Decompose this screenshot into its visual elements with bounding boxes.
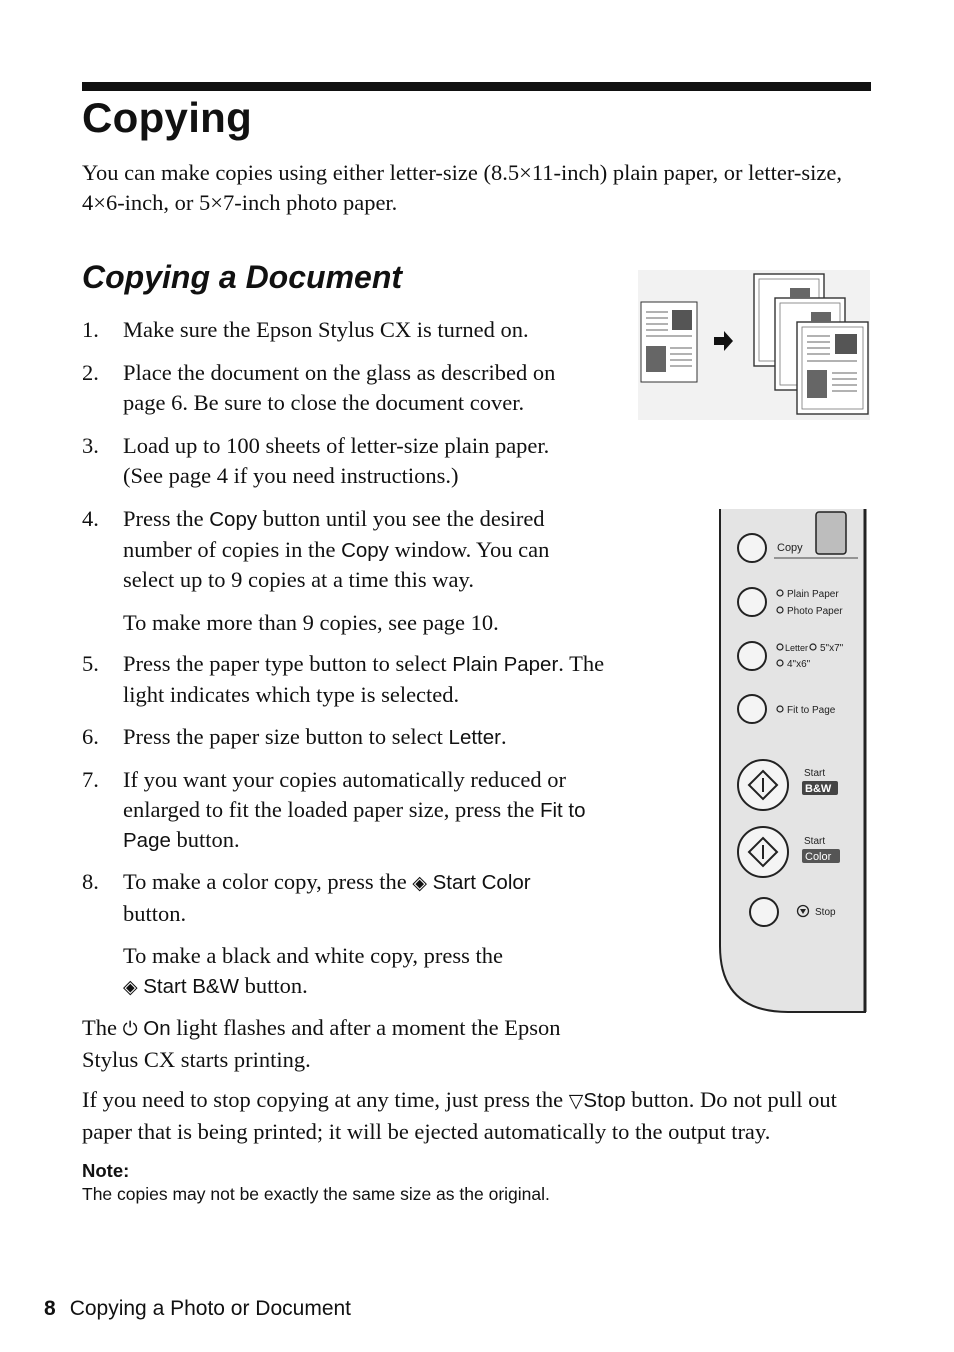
section-title: Copying a Document [82,259,403,295]
fit-to-page-ref: Fit to Page [123,798,586,852]
page-number: 8 [44,1297,56,1320]
stop-paragraph: If you need to stop copying at any time, just press the ▽Stop button. Do not pull out paper that is being printed; it will be ejected automatically to the output tray. [82,1087,837,1144]
svg-text:4"x6": 4"x6" [787,659,811,670]
letter-ref: Letter [448,726,501,749]
svg-text:Fit to Page: Fit to Page [787,705,836,716]
copy-illustration [638,270,870,420]
start-diamond-icon: ◈ [123,975,138,998]
step-3 [82,431,593,490]
page-footer [44,1297,351,1321]
step-4 [82,504,623,637]
note-label: Note: [82,1160,130,1181]
step-subtext: To make more than 9 copies, see page 10. [123,609,499,635]
original-page-icon [641,302,697,382]
step-5 [82,649,613,709]
step-text: Make sure the Epson Stylus CX is turned on. [123,317,529,342]
step-text: Press the paper size button to select Letter. [123,724,507,749]
start-bw-ref: Start B&W [143,974,239,998]
svg-text:Start: Start [804,836,826,847]
step-subtext: To make a black and white copy, press the ◈ Start B&W button. [123,941,623,1002]
step-number: 1. [82,317,99,342]
start-diamond-icon: ◈ [412,872,427,894]
start-color-ref: Start Color [432,871,531,894]
copy-count-window [816,512,846,554]
step-number: 7. [82,767,99,792]
svg-text:5"x7": 5"x7" [820,643,844,654]
stop-icon: ▽ [568,1090,584,1112]
step-text: Press the Copy button until you see the desired number of copies in the Copy window. You can select up to 9 copies at a time this way. [123,506,550,592]
on-light-paragraph: The ⏻ On light flashes and after a moment the Epson Stylus CX starts printing. [82,1015,561,1072]
svg-text:Start: Start [804,768,826,779]
svg-text:Color: Color [805,851,832,863]
step-7 [82,765,603,856]
note-text: The copies may not be exactly the same size as the original. [82,1184,550,1204]
step-number: 6. [82,724,99,749]
control-panel-illustration [716,506,872,1018]
copy-button-ref: Copy [209,508,258,531]
step-2 [82,358,593,417]
plain-paper-ref: Plain Paper [452,653,559,676]
step-number: 4. [82,506,99,531]
step-text: Load up to 100 sheets of letter-size plain paper. (See page 4 if you need instructions.) [123,433,550,488]
intro-paragraph: You can make copies using either letter-size (8.5×11-inch) plain paper, or letter-size, 4×6-inch, or 5×7-inch photo paper. [82,160,843,215]
step-number: 2. [82,360,99,385]
on-light-ref: On [143,1017,171,1040]
svg-text:Stop: Stop [815,907,836,918]
step-number: 3. [82,433,99,458]
stop-button-ref: Stop [583,1089,626,1112]
step-text: Press the paper type button to select Plain Paper. The light indicates which type is selected. [123,651,605,707]
step-text: To make a color copy, press the ◈ Start Color button. [123,869,531,926]
step-number: 5. [82,651,99,676]
svg-text:Photo Paper: Photo Paper [787,606,843,617]
svg-text:Copy: Copy [777,542,803,554]
step-6 [82,722,623,753]
svg-text:B&W: B&W [805,783,832,795]
page-title: Copying [82,94,253,141]
step-text: If you want your copies automatically reduced or enlarged to fit the loaded paper size, press the Fit to Page button. [123,767,586,852]
footer-title: Copying a Photo or Document [69,1297,352,1320]
power-icon: ⏻ [122,1018,138,1040]
step-number: 8. [82,869,99,894]
step-8 [82,867,623,1002]
step-text: Place the document on the glass as described on page 6. Be sure to close the document cover. [123,360,556,415]
heading-rule [82,82,871,91]
svg-text:Letter: Letter [785,643,809,653]
step-1 [82,315,623,345]
copy-window-ref: Copy [341,538,389,562]
svg-text:Plain Paper: Plain Paper [787,589,839,600]
